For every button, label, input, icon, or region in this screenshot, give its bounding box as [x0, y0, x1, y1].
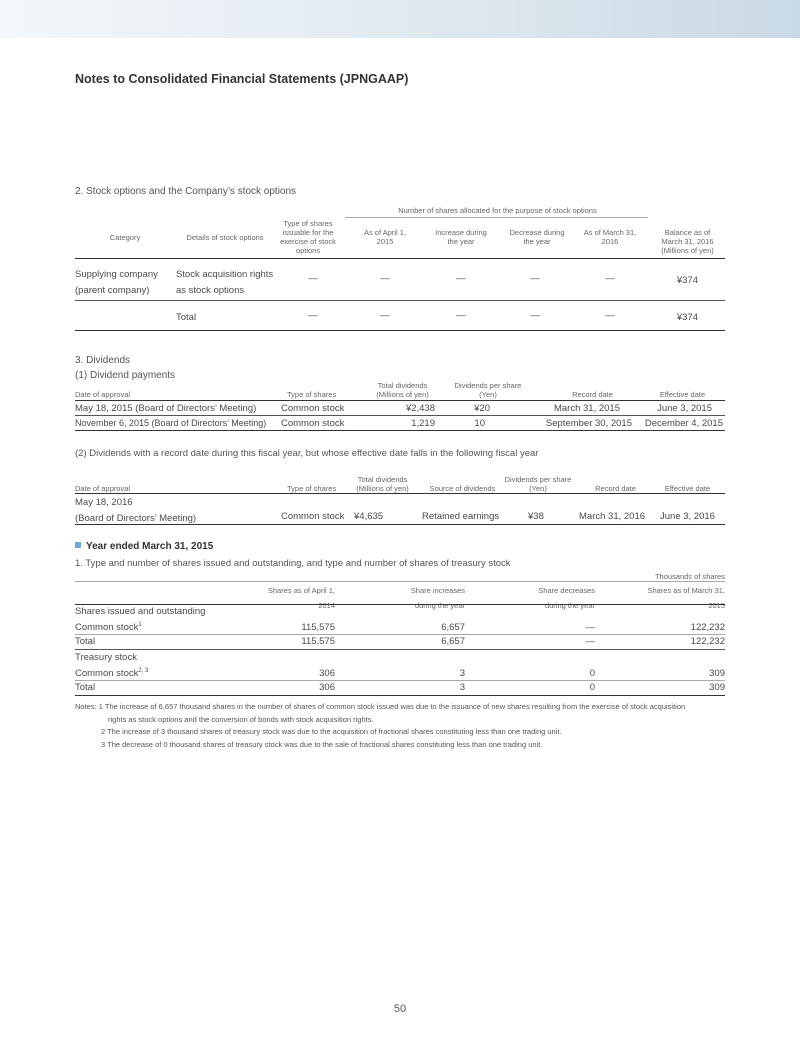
- div2-col-date: Date of approval: [75, 484, 131, 493]
- row-category: Supplying company (parent company): [75, 269, 158, 296]
- div1-row2-date: November 6, 2015 (Board of Directors’ Meeting): [75, 418, 267, 428]
- treasury-common-march: 309: [709, 668, 725, 679]
- treasury-common-rule: [75, 680, 725, 681]
- row-details: Stock acquisition rights as stock options: [176, 269, 274, 296]
- div2-row-date: May 18, 2016 (Board of Directors’ Meeting): [75, 497, 197, 524]
- row-decrease-value: —: [530, 273, 540, 284]
- ye-col-decrease: Share decreases during the year: [538, 586, 595, 610]
- div2-row-effective: June 3, 2016: [660, 511, 715, 522]
- div1-col-type: Type of shares: [287, 390, 337, 399]
- group-header-rule: [345, 217, 648, 218]
- div1-row2-record: September 30, 2015: [545, 418, 632, 429]
- treasury-common-april: 306: [319, 668, 335, 679]
- col-as-of-april: As of April 1, 2015: [363, 228, 407, 246]
- div2-col-total: Total dividends (Millions of yen): [356, 475, 409, 493]
- div2-row-per-share: ¥38: [528, 511, 544, 522]
- stock-options-header-rule: [75, 258, 725, 259]
- div1-col-total: Total dividends (Millions of yen): [376, 381, 429, 399]
- div1-col-date: Date of approval: [75, 390, 131, 399]
- treasury-common-decrease: 0: [589, 668, 595, 679]
- issued-common-april: 115,575: [301, 622, 335, 633]
- treasury-total-march: 309: [709, 682, 725, 693]
- note-2: 2 The increase of 3 thousand shares of treasury stock was due to the acquisition of fractional shares constituting less than one trading unit.: [101, 727, 562, 736]
- row-april-value: —: [380, 273, 390, 284]
- stock-options-heading: 2. Stock options and the Company’s stock options: [75, 186, 297, 197]
- treasury-common-increase: 3: [459, 668, 465, 679]
- issued-common-march: 122,232: [690, 622, 725, 633]
- page-title: Notes to Consolidated Financial Statements (JPNGAAP): [75, 72, 409, 86]
- div1-col-record: Record date: [572, 390, 613, 399]
- issued-label: Shares issued and outstanding: [75, 606, 206, 617]
- note-3: 3 The decrease of 0 thousand shares of treasury stock was due to the sale of fractional shares constituting less than one trading unit.: [101, 739, 543, 749]
- row-march-value: —: [605, 273, 615, 284]
- section-marker-icon: [75, 542, 81, 548]
- col-category: Category: [109, 233, 141, 242]
- div1-col-per-share: Dividends per share (Yen): [454, 381, 522, 399]
- ye-col-march: Shares as of March 31, 2015: [647, 586, 725, 610]
- issued-total-rule: [75, 649, 725, 650]
- div2-row-total: ¥4,635: [354, 511, 384, 522]
- div2-col-effective: Effective date: [664, 484, 711, 493]
- shares-allocated-group-header: Number of shares allocated for the purpose of stock options: [398, 206, 597, 215]
- div2-col-type: Type of shares: [287, 484, 337, 493]
- ye-col-increase: Share increases during the year: [410, 586, 465, 610]
- div2-header-rule: [75, 493, 725, 494]
- div2-row-type: Common stock: [281, 511, 345, 522]
- treasury-total-decrease: 0: [589, 682, 595, 693]
- issued-total-decrease: —: [585, 636, 595, 647]
- row-type-value: —: [308, 273, 318, 284]
- col-increase: Increase during the year: [435, 228, 487, 246]
- total-type-value: —: [308, 310, 318, 321]
- issued-common-increase: 6,657: [441, 622, 465, 633]
- issued-total-march: 122,232: [690, 636, 725, 647]
- stock-options-row-rule: [75, 300, 725, 301]
- ye-bottom-rule: [75, 695, 725, 696]
- div2-bottom-rule: [75, 524, 725, 525]
- issued-common-label: Common stock$^1$: [75, 622, 142, 634]
- total-decrease-value: —: [530, 310, 540, 321]
- ye-header-rule: [75, 604, 725, 605]
- col-decrease: Decrease during the year: [509, 228, 565, 246]
- stock-options-total-rule: [75, 330, 725, 331]
- dividends-heading: 3. Dividends: [75, 355, 131, 366]
- total-march-value: —: [605, 310, 615, 321]
- dividends-following-year-subheading: (2) Dividends with a record date during this fiscal year, but whose effective date falls in the following fiscal year: [75, 448, 539, 459]
- div1-row2-total: 1,219: [411, 418, 435, 429]
- div1-row1-rule: [75, 415, 725, 416]
- div1-row1-type: Common stock: [281, 403, 345, 414]
- col-type-of-shares: Type of shares issuable for the exercise of stock options: [280, 219, 336, 255]
- issued-total-increase: 6,657: [441, 636, 465, 647]
- total-april-value: —: [380, 310, 390, 321]
- div1-row1-per-share: ¥20: [474, 403, 490, 414]
- issued-total-april: 115,575: [301, 636, 335, 647]
- year-ended-heading: Year ended March 31, 2015: [75, 541, 213, 552]
- issued-common-rule: [75, 634, 725, 635]
- notes-block: [75, 701, 725, 751]
- shares-issued-subheading: 1. Type and number of shares issued and outstanding, and type and number of shares of treasury stock: [75, 558, 511, 569]
- treasury-total-label: Total: [75, 682, 96, 693]
- div2-row-record: March 31, 2016: [579, 511, 646, 522]
- col-balance: Balance as of March 31, 2016 (Millions of yen): [661, 228, 714, 255]
- unit-label: Thousands of shares: [654, 572, 725, 581]
- col-details: Details of stock options: [186, 233, 264, 242]
- treasury-common-label: Common stock$^{2, 3}$: [75, 668, 149, 680]
- page-number: 50: [393, 1003, 407, 1015]
- div1-row1-record: March 31, 2015: [553, 403, 620, 414]
- col-as-of-march: As of March 31, 2016: [583, 228, 637, 246]
- note-1: Notes: 1 The increase of 6,657 thousand shares in the number of shares of common stock issued was due to the issuance of new shares resulting from the exercise of stock acquisition: [75, 702, 686, 711]
- header-banner: [0, 0, 800, 38]
- div1-row1-date: May 18, 2015 (Board of Directors’ Meeting): [75, 403, 257, 414]
- div1-row1-total: ¥2,438: [405, 403, 435, 414]
- issued-common-decrease: —: [585, 622, 595, 633]
- div1-row2-effective: December 4, 2015: [644, 418, 723, 429]
- note-1-cont: rights as stock options and the conversion of bonds with stock acquisition rights.: [108, 714, 374, 724]
- div2-col-per-share: Dividends per share (Yen): [504, 475, 572, 493]
- dividend-payments-subheading: (1) Dividend payments: [75, 370, 176, 381]
- div2-row-source: Retained earnings: [422, 511, 500, 522]
- row-increase-value: —: [456, 273, 466, 284]
- treasury-total-april: 306: [319, 682, 335, 693]
- div2-col-source: Source of dividends: [429, 484, 496, 493]
- div2-col-record: Record date: [595, 484, 636, 493]
- div1-row2-type: Common stock: [281, 418, 345, 429]
- total-increase-value: —: [456, 310, 466, 321]
- div1-col-effective: Effective date: [659, 390, 706, 399]
- treasury-total-increase: 3: [459, 682, 465, 693]
- treasury-label: Treasury stock: [75, 652, 137, 663]
- total-balance-value: ¥374: [676, 312, 698, 323]
- div1-bottom-rule: [75, 430, 725, 431]
- ye-col-april: Shares as of April 1, 2014: [267, 586, 335, 610]
- total-label: Total: [176, 312, 197, 323]
- row-balance-value: ¥374: [676, 275, 698, 286]
- issued-total-label: Total: [75, 636, 96, 647]
- div1-row1-effective: June 3, 2015: [657, 403, 712, 414]
- div1-header-rule: [75, 400, 725, 401]
- div1-row2-per-share: 10: [474, 418, 485, 429]
- unit-rule: [75, 581, 725, 582]
